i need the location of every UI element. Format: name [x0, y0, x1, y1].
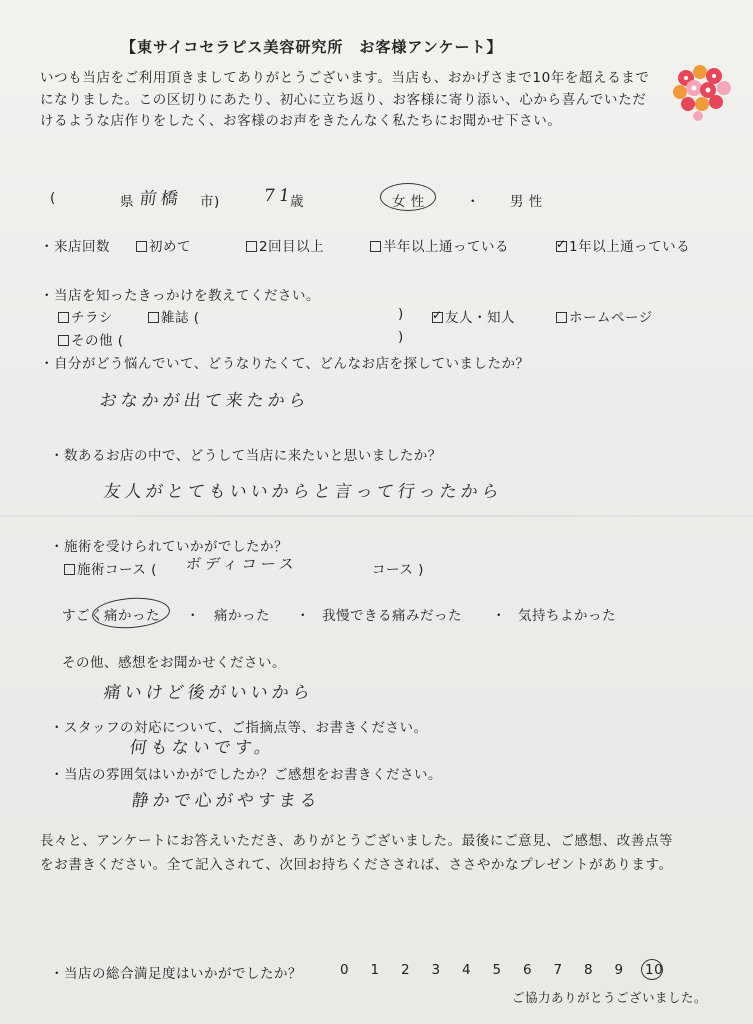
pain-option-bearable[interactable]: 我慢できる痛みだった [322, 608, 462, 624]
scale-value[interactable]: 5 [492, 962, 502, 978]
source-option-flyer[interactable]: チラシ [58, 306, 113, 326]
pain-separator: ・ [296, 608, 310, 624]
course-suffix: コース ) [372, 562, 424, 578]
checkbox-icon[interactable] [58, 312, 69, 323]
scale-value[interactable]: 3 [431, 962, 441, 978]
source-option-homepage[interactable]: ホームページ [556, 306, 653, 326]
scale-value[interactable]: 4 [462, 962, 472, 978]
male-option: 男 性 [510, 194, 543, 210]
prefecture-label: 県 [120, 194, 134, 210]
atmosphere-question: ・当店の雰囲気はいかがでしたか？ご感想をお書きください。 [50, 767, 442, 783]
closing-paragraph: 長々と、アンケートにお答えいただき、ありがとうございました。最後にご意見、ご感想、改善点等をお書きください。全て記入されて、次回お持ちくださされば、ささやかなプレゼントがあります。 [40, 833, 674, 873]
survey-title: 【東サイコセラピス美容研究所 お客様アンケート】 [121, 38, 503, 56]
treatment-question: ・施術を受けられていかがでしたか？ [50, 539, 288, 555]
worry-answer-handwritten: おなかが出て来たから [98, 391, 312, 411]
worry-question: ・自分がどう悩んでいて、どうなりたくて、どんなお店を探していましたか？ [40, 356, 530, 372]
staff-question: ・スタッフの対応について、ご指摘点等、お書きください。 [50, 720, 428, 736]
female-option: 女 性 [392, 194, 425, 210]
reason-question: ・数あるお店の中で、どうして当店に来たいと思いましたか？ [50, 448, 442, 464]
satisfaction-scale [340, 962, 676, 978]
scale-value[interactable]: 9 [614, 962, 624, 978]
visits-label: ・来店回数 [40, 239, 110, 255]
scale-value[interactable]: 8 [584, 962, 594, 978]
magazine-close-paren: ) [398, 306, 404, 322]
checkbox-icon[interactable] [148, 312, 159, 323]
checkbox-icon[interactable] [370, 241, 381, 252]
checkbox-icon[interactable] [136, 241, 147, 252]
pain-selected-circle [91, 595, 171, 630]
intro-paragraph: いつも当店をご利用頂きましてありがとうございます。当店も、おかげさまで10年を超えるまでになりました。この区切りにあたり、初心に立ち返り、お客様に寄り添い、心から喜んでいただけるような店作りをしたく、お客様のお声をきたんなく私たちにお聞かせ下さい。 [40, 70, 650, 129]
scale-value[interactable]: 1 [370, 962, 380, 978]
visits-option-second[interactable]: 2回目以上 [246, 235, 324, 255]
gender-separator: ・ [466, 194, 480, 210]
satisfaction-question: ・当店の総合満足度はいかがでしたか？ [50, 966, 302, 982]
scale-value[interactable]: 6 [523, 962, 533, 978]
female-circle-mark [380, 183, 436, 211]
source-question: ・当店を知ったきっかけを教えてください。 [40, 288, 320, 304]
scale-value[interactable]: 7 [553, 962, 563, 978]
checkbox-icon[interactable] [556, 312, 567, 323]
satisfaction-selected-circle [641, 959, 663, 980]
atmosphere-answer-handwritten: 静かで心がやすまる [130, 791, 323, 811]
visits-option-half-year[interactable]: 半年以上通っている [370, 235, 509, 255]
thanks-note: ご協力ありがとうございました。 [512, 990, 708, 1005]
city-label: 市) [200, 194, 220, 210]
pain-option-hurt[interactable]: 痛かった [214, 608, 270, 624]
checkbox-checked-icon[interactable] [556, 241, 567, 252]
city-handwritten: 前橋 [138, 189, 184, 209]
source-option-friend[interactable]: ✓ 友人・知人 [432, 306, 515, 326]
checkbox-checked-icon[interactable] [432, 312, 443, 323]
checkbox-icon[interactable] [64, 564, 75, 575]
age-label: 歳 [290, 194, 304, 210]
pain-separator: ・ [186, 608, 200, 624]
scale-value[interactable]: 2 [401, 962, 411, 978]
source-option-magazine[interactable]: 雑誌 ( [148, 306, 200, 326]
checkbox-icon[interactable] [58, 335, 69, 346]
scale-value[interactable]: 0 [340, 962, 350, 978]
source-option-other[interactable]: その他 ( [58, 329, 124, 349]
staff-answer-handwritten: 何もないです。 [128, 738, 277, 758]
pain-separator: ・ [492, 608, 506, 624]
other-close-paren: ) [398, 329, 404, 345]
other-impressions-question: その他、感想をお聞かせください。 [62, 655, 286, 671]
paper-fold [0, 515, 753, 517]
profile-paren-open: ( [50, 190, 56, 206]
treatment-course-field[interactable]: 施術コース ( [64, 558, 157, 578]
age-handwritten: 71 [262, 186, 296, 206]
reason-answer-handwritten: 友人がとてもいいからと言って行ったから [102, 482, 505, 502]
visits-option-first[interactable]: 初めて [136, 235, 191, 255]
pain-option-pleasant[interactable]: 気持ちよかった [518, 608, 616, 624]
course-handwritten: ボディコース [184, 555, 300, 573]
flower-bouquet-icon [668, 60, 738, 124]
scale-value-selected[interactable]: 10 [645, 962, 664, 978]
checkbox-icon[interactable] [246, 241, 257, 252]
visits-option-one-year[interactable]: ✓ 1年以上通っている [556, 235, 690, 255]
other-impressions-handwritten: 痛いけど後がいいから [102, 683, 316, 703]
pain-option-very[interactable]: すごく痛かった [62, 608, 160, 624]
